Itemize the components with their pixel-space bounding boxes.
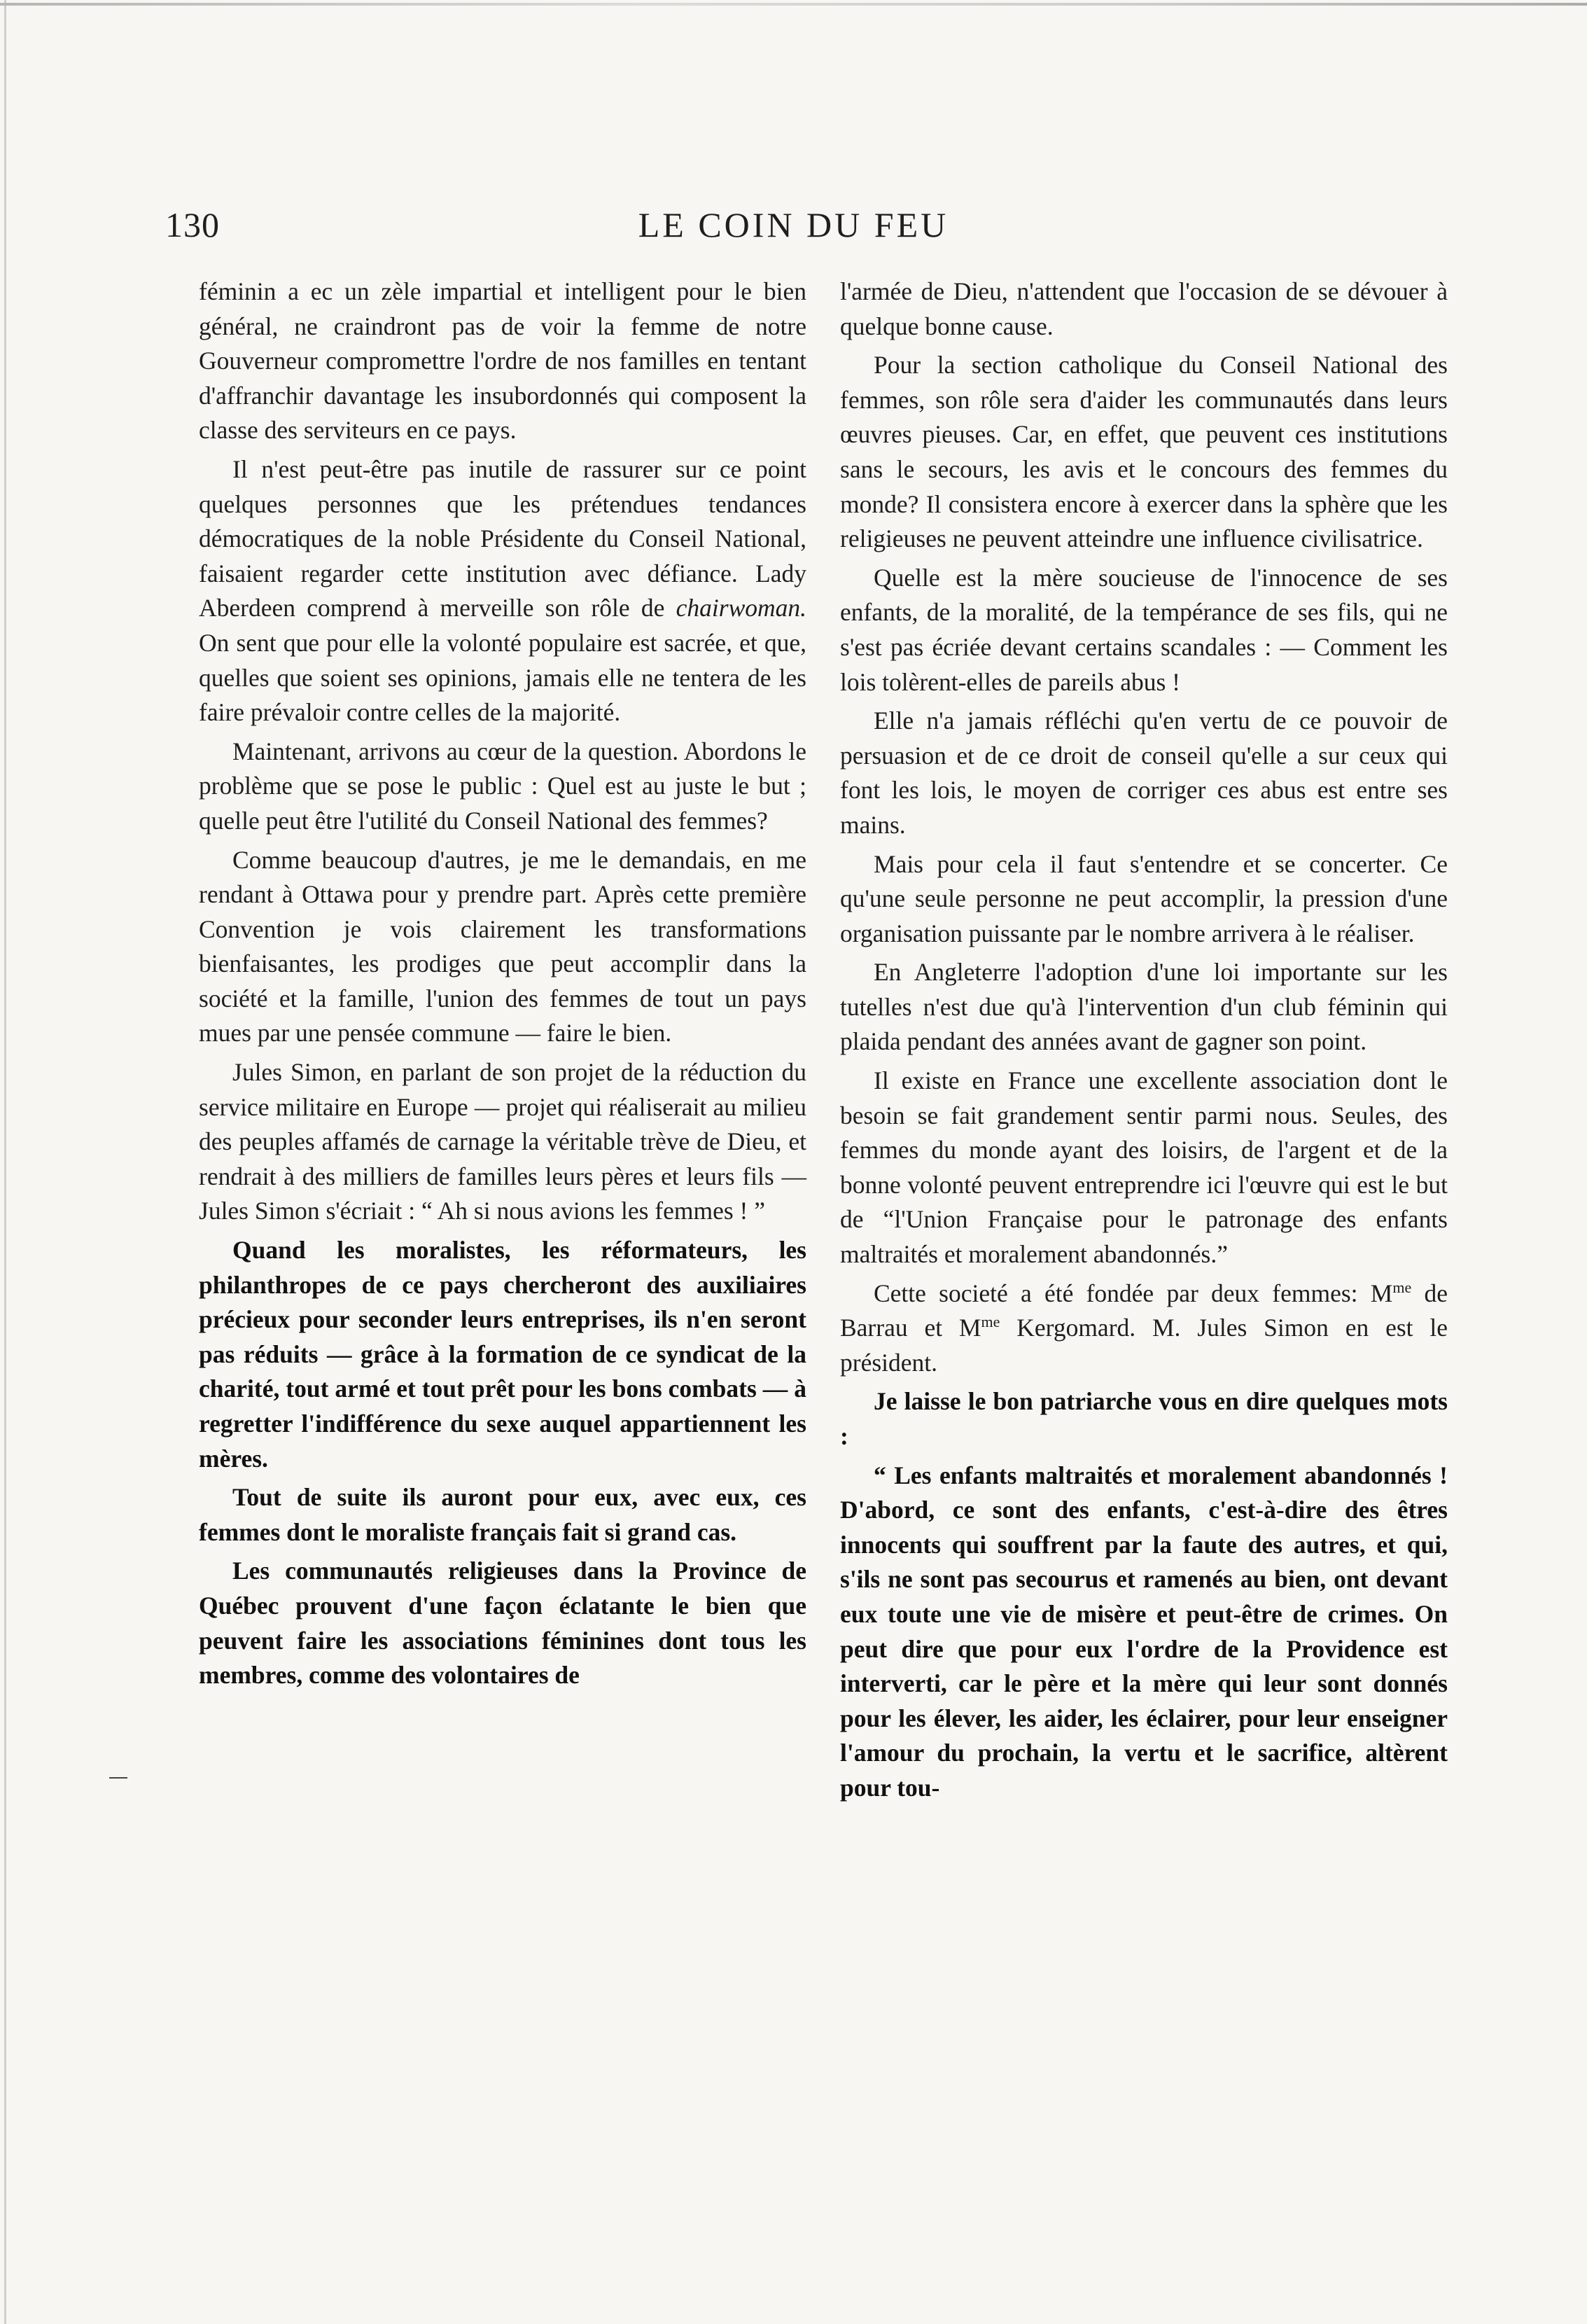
paragraph: Mais pour cela il faut s'entendre et se concerter. Ce qu'une seule personne ne peut accomplir, la pression d'une organisation puissante par le nombre arrivera à le réaliser.	[840, 849, 1448, 947]
paragraph	[840, 1276, 1448, 1381]
paragraph: En Angleterre l'adoption d'une loi importante sur les tutelles n'est due qu'à l'intervention d'un club féminin qui plaida pendant des années avant de gagner son point.	[840, 958, 1448, 1056]
paragraph: Elle n'a jamais réfléchi qu'en vertu de ce pouvoir de persuasion et de ce droit de conseil qu'elle a sur ceux qui font les lois, le moyen de corriger ces abus est entre ses mains.	[840, 707, 1448, 839]
left-column	[199, 274, 806, 1697]
paragraph: Je laisse le bon patriarche vous en dire quelques mots :	[840, 1387, 1448, 1450]
paragraph	[199, 452, 806, 730]
paragraph-text: On sent que pour elle la volonté populaire est sacrée, et que, quelles que soient ses opinions, jamais elle ne tentera de les faire prévaloir contre celles de la majorité.	[199, 628, 806, 727]
margin-mark	[109, 1777, 127, 1779]
page-number: 130	[165, 205, 220, 244]
paragraph: Tout de suite ils auront pour eux, avec eux, ces femmes dont le moraliste français fait si grand cas.	[199, 1483, 806, 1546]
binding-edge	[4, 0, 6, 2324]
paragraph: Quand les moralistes, les réformateurs, les philanthropes de ce pays chercheront des auxiliaires précieux pour seconder leurs entreprises, ils n'en seront pas réduits — grâce à la formation de ce syndicat de la charité, tout armé et tout prêt pour les bons combats — à regretter l'indifférence du sexe auquel appartiennent les mères.	[199, 1236, 806, 1473]
paragraph-text: Kergomard. M. Jules Simon en est le président.	[840, 1314, 1448, 1377]
paragraph: Pour la section catholique du Conseil National des femmes, son rôle sera d'aider les communautés dans leurs œuvres pieuses. Car, en effet, que peuvent ces institutions sans le secours, les avis et le concours des femmes du monde? Il consistera encore à exercer dans la sphère que les religieuses ne peuvent atteindre une influence civilisatrice.	[840, 351, 1448, 553]
honorific: $M^{me}$	[1370, 1278, 1412, 1307]
honorific: $M^{me}$	[958, 1313, 1000, 1342]
paragraph: Maintenant, arrivons au cœur de la question. Abordons le problème que se pose le public : Quel est au juste le but ; quelle peut être l'utilité du Conseil National des femmes?	[199, 737, 806, 835]
paragraph: “ Les enfants maltraités et moralement abandonnés ! D'abord, ce sont des enfants, c'est-à-dire des êtres innocents qui souffrent par la faute des autres, et qui, s'ils ne sont pas secourus et ramenés au bien, ont devant eux toute une vie de misère et peut-être de crimes. On peut dire que pour eux l'ordre de la Providence est interverti, car le père et la mère qui leur sont donnés pour les élever, les aider, les éclairer, pour leur enseigner l'amour du prochain, la vertu et le sacrifice, altèrent pour tou-	[840, 1461, 1448, 1802]
paragraph-text: Cette societé a été fondée par deux femmes:	[874, 1279, 1358, 1307]
page-header	[0, 204, 1587, 253]
honorific-suffix: me	[1392, 1278, 1412, 1296]
paragraph: Il existe en France une excellente association dont le besoin se fait grandement sentir parmi nous. Seules, des femmes du monde ayant des loisirs, de l'argent et de la bonne volonté peuvent entreprendre ici l'œuvre qui est le but de “l'Union Française pour le patronage des enfants maltraités et moralement abandonnés.”	[840, 1066, 1448, 1269]
paragraph: féminin a ec un zèle impartial et intelligent pour le bien général, ne craindront pas de voir la femme de notre Gouverneur compromettre l'ordre de nos familles en tentant d'affranchir davantage les insubordonnés qui composent la classe des serviteurs en ce pays.	[199, 277, 806, 445]
honorific-suffix: me	[981, 1313, 1000, 1331]
paragraph: Les communautés religieuses dans la Province de Québec prouvent d'une façon éclatante le bien que peuvent faire les associations féminines dont tous les membres, comme des volontaires de	[199, 1557, 806, 1690]
paragraph-text: de Barrau et	[840, 1279, 1448, 1342]
right-column	[840, 274, 1448, 1810]
paragraph-text: Il n'est peut-être pas inutile de rassurer sur ce point quelques personnes que les prétendues tendances démocratiques de la noble Présidente du Conseil National, faisaient regarder cette institution avec défiance. Lady Aberdeen comprend à merveille son rôle de	[199, 454, 806, 622]
paragraph: l'armée de Dieu, n'attendent que l'occasion de se dévouer à quelque bonne cause.	[840, 277, 1448, 340]
running-title: LE COIN DU FEU	[638, 205, 949, 244]
italic-term: chairwoman.	[676, 594, 807, 622]
paragraph: Jules Simon, en parlant de son projet de la réduction du service militaire en Europe — projet qui réaliserait au milieu des peuples affamés de carnage la véritable trève de Dieu, et rendrait à des milliers de familles leurs pères et leurs fils — Jules Simon s'écriait : “ Ah si nous avions les femmes ! ”	[199, 1058, 806, 1225]
top-edge-rule	[0, 3, 1587, 6]
paragraph: Comme beaucoup d'autres, je me le demandais, en me rendant à Ottawa pour y prendre part. Après cette première Convention je vois clairement les transformations bienfaisantes, les prodiges que peut accomplir dans la société et la famille, l'union des femmes de tout un pays mues par une pensée commune — faire le bien.	[199, 845, 806, 1048]
paragraph: Quelle est la mère soucieuse de l'innocence de ses enfants, de la moralité, de la tempérance de ses fils, qui ne s'est pas écriée devant certains scandales : — Comment les lois tolèrent-elles de pareils abus !	[840, 563, 1448, 696]
